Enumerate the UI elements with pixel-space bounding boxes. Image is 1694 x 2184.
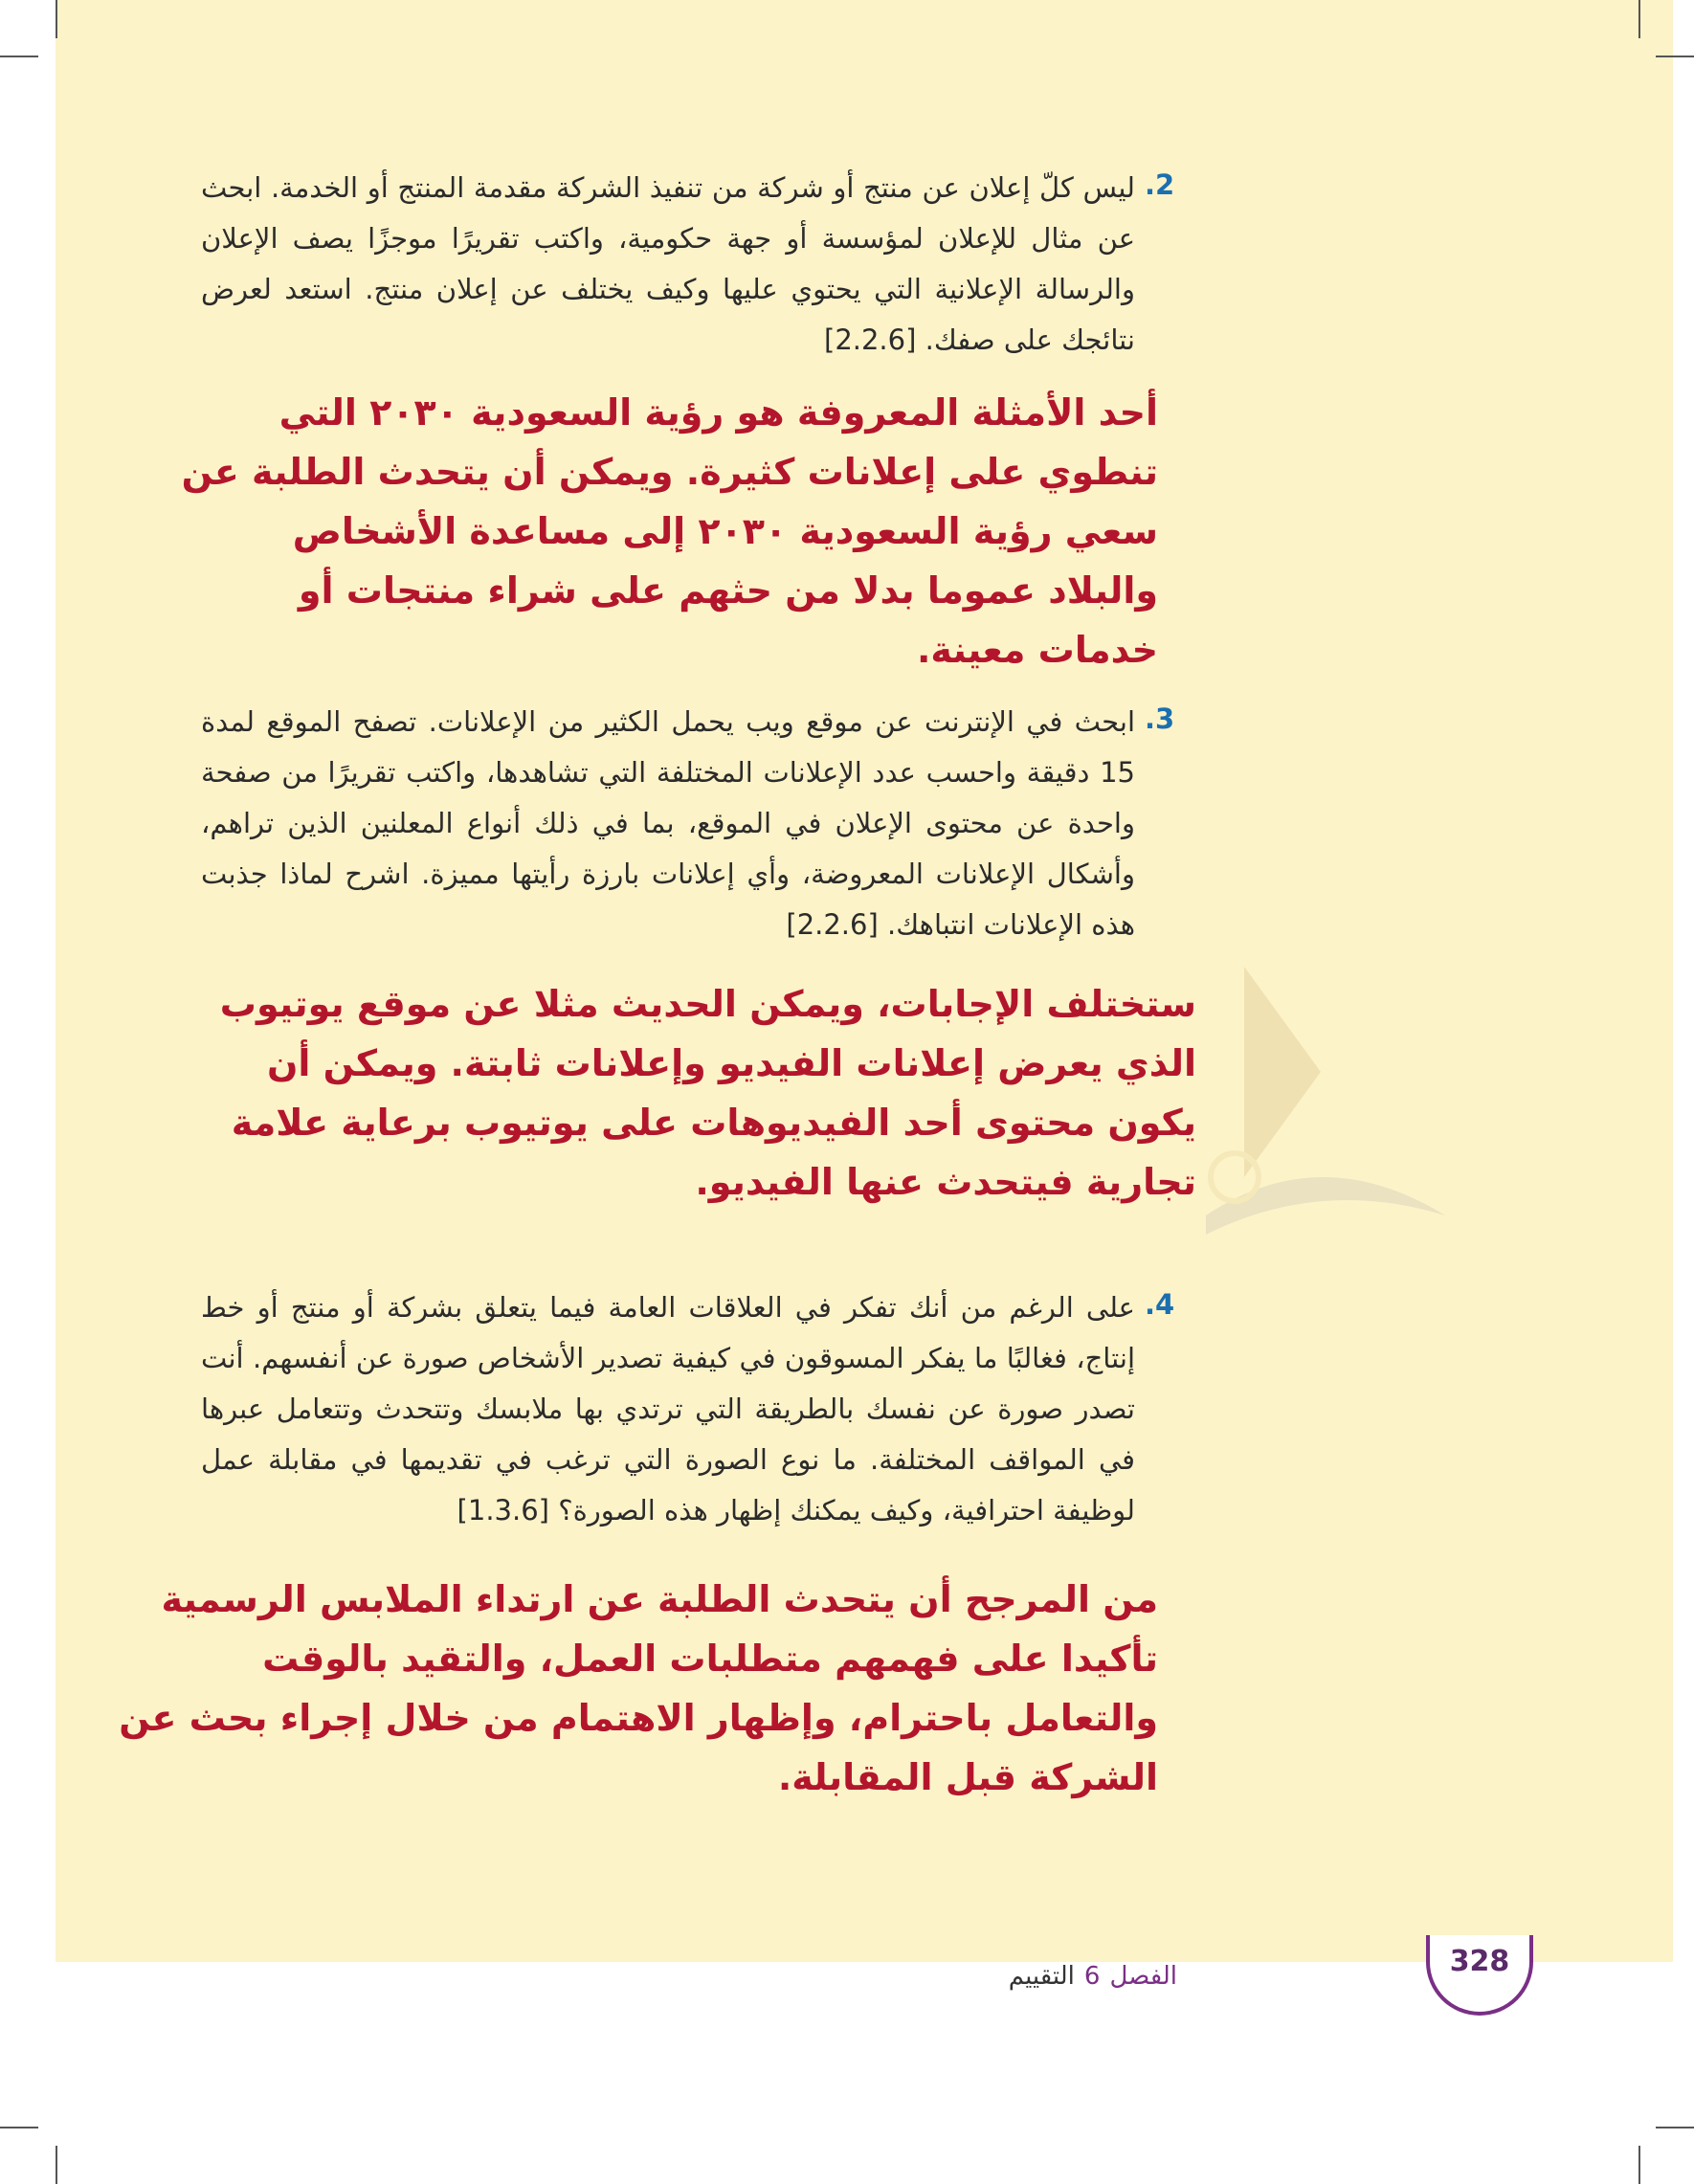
chapter-title: التقييم [1008, 1962, 1075, 1991]
crop-mark [1656, 56, 1694, 57]
crop-mark [0, 56, 38, 57]
chapter-footer [1009, 1962, 1177, 1991]
answer-text: من المرجح أن يتحدث الطلبة عن ارتداء الملابس الرسمية تأكيدا على فهمهم متطلبات العمل، والتقيد بالوقت والتعامل باحترام، وإظهار الاهتمام من خلال إجراء بحث عن الشركة قبل المقابلة. [119, 1578, 1158, 1798]
answer-text: أحد الأمثلة المعروفة هو رؤية السعودية ٢٠٣٠ التي تنطوي على إعلانات كثيرة. ويمكن أن يتحدث الطلبة عن سعي رؤية السعودية ٢٠٣٠ إلى مساعدة الأشخاص والبلاد عموما بدلا من حثهم على شراء منتجات أو خدمات معينة. [181, 391, 1158, 671]
question-text: ليس كلّ إعلان عن منتج أو شركة من تنفيذ الشركة مقدمة المنتج أو الخدمة. ابحث عن مثال للإعلان لمؤسسة أو جهة حكومية، واكتب تقريرًا موجزًا يصف الإعلان والرسالة الإعلانية التي يحتوي عليها وكيف يختلف عن إعلان منتج. استعد لعرض نتائجك على صفك. [2.2.6] [201, 171, 1135, 356]
crop-mark [1638, 2146, 1640, 2184]
chapter-label: الفصل [1109, 1962, 1177, 1991]
crop-mark [56, 2146, 57, 2184]
question-number: .4 [1145, 1288, 1175, 1321]
crop-mark [56, 0, 57, 38]
answer-text: ستختلف الإجابات، ويمكن الحديث مثلا عن موقع يوتيوب الذي يعرض إعلانات الفيديو وإعلانات ثابتة. ويمكن أن يكون محتوى أحد الفيديوهات على يوتيوب برعاية علامة تجارية فيتحدث عنها الفيديو. [219, 983, 1196, 1203]
crop-mark [1638, 0, 1640, 38]
crop-mark [0, 2127, 38, 2128]
chapter-number: 6 [1083, 1962, 1101, 1991]
page-number: 328 [1449, 1945, 1510, 1978]
question-number: .3 [1145, 702, 1175, 735]
crop-mark [1656, 2127, 1694, 2128]
question-text: على الرغم من أنك تفكر في العلاقات العامة فيما يتعلق بشركة أو منتج أو خط إنتاج، فغالبًا ما يفكر المسوقون في كيفية تصدير الأشخاص صورة عن أنفسهم. أنت تصدر صورة عن نفسك بالطريقة التي ترتدي بها ملابسك وتتحدث وتتعامل عبرها في المواقف المختلفة. ما نوع الصورة التي ترغب في تقديمها في مقابلة عمل لوظيفة احترافية، وكيف يمكنك إظهار هذه الصورة؟ [1.3.6] [201, 1291, 1135, 1527]
question-number: .2 [1145, 168, 1175, 201]
question-text: ابحث في الإنترنت عن موقع ويب يحمل الكثير من الإعلانات. تصفح الموقع لمدة 15 دقيقة واحسب عدد الإعلانات المختلفة التي تشاهدها، واكتب تقريرًا من صفحة واحدة عن محتوى الإعلان في الموقع، بما في ذلك أنواع المعلنين الذين تراهم، وأشكال الإعلانات المعروضة، وأي إعلانات بارزة رأيتها مميزة. اشرح لماذا جذبت هذه الإعلانات انتباهك. [2.2.6] [201, 705, 1135, 941]
background-emblem [1187, 947, 1455, 1263]
